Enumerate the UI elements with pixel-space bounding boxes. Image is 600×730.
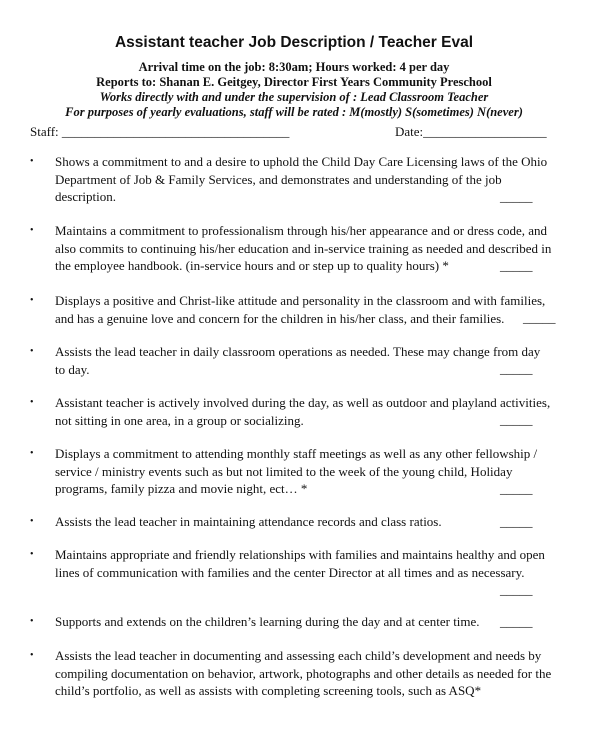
bullet-icon: • — [30, 516, 34, 527]
rating-blank[interactable]: _____ — [500, 582, 533, 597]
arrival-hours-line: Arrival time on the job: 8:30am; Hours worked: 4 per day — [138, 60, 450, 74]
rating-blank[interactable]: _____ — [523, 310, 556, 325]
bullet-icon: • — [30, 397, 34, 408]
date-field[interactable]: Date:___________________ — [395, 124, 547, 139]
bullet-icon: • — [30, 156, 34, 167]
item-text: Displays a positive and Christ-like attitude and personality in the classroom and with families, and has a genuine love and concern for the children in his/her class, and their families. — [55, 293, 546, 326]
item-text: Maintains a commitment to professionalism through his/her appearance and or dress code, and also commits to continuing his/her education and in-service training as needed and described in the employee handbook. (in-service hours and or step up to quality hours) * — [55, 223, 552, 273]
item-text: Assistant teacher is actively involved during the day, as well as outdoor and playland activities, not sitting in one area, in a group or socializing. — [55, 395, 551, 428]
item-text: Displays a commitment to attending monthly staff meetings as well as any other fellowship / service / ministry events such as but not limited to the week of the young child, Holiday programs, family pizza and movie night, ect… * — [55, 446, 538, 496]
item-text: Assists the lead teacher in documenting and assessing each child’s development and needs by compiling documentation on behavior, artwork, photographs and other details as needed for the child’s portfolio, as well as assists with completing screening tools, such as ASQ* — [55, 648, 552, 698]
rating-scale-line: For purposes of yearly evaluations, staff will be rated : M(mostly) S(sometimes) N(never) — [65, 105, 523, 119]
item-text: Supports and extends on the children’s learning during the day and at center time. — [55, 614, 480, 629]
bullet-icon: • — [30, 225, 34, 236]
rating-blank[interactable]: _____ — [500, 258, 533, 273]
bullet-icon: • — [30, 549, 34, 560]
bullet-icon: • — [30, 616, 34, 627]
staff-field[interactable]: Staff: ___________________________________ — [30, 124, 290, 139]
reports-to-line: Reports to: Shanan E. Geitgey, Director First Years Community Preschool — [96, 75, 492, 89]
document-title: Assistant teacher Job Description / Teacher Eval — [114, 34, 474, 51]
bullet-icon: • — [30, 650, 34, 661]
rating-blank[interactable]: _____ — [500, 412, 533, 427]
rating-blank[interactable]: _____ — [500, 481, 533, 496]
bullet-icon: • — [30, 295, 34, 306]
rating-blank[interactable]: _____ — [500, 189, 533, 204]
supervision-line: Works directly with and under the supervision of : Lead Classroom Teacher — [99, 90, 489, 104]
item-text: Shows a commitment to and a desire to uphold the Child Day Care Licensing laws of the Ohio Department of Job & Family Services, and demonstrates and understanding of the job description. — [55, 154, 548, 204]
rating-blank[interactable]: _____ — [500, 514, 533, 529]
bullet-icon: • — [30, 448, 34, 459]
bullet-icon: • — [30, 346, 34, 357]
item-text: Assists the lead teacher in daily classroom operations as needed. These may change from day to day. — [55, 344, 541, 377]
rating-blank[interactable]: _____ — [500, 361, 533, 376]
rating-blank[interactable]: _____ — [500, 614, 533, 629]
item-text: Assists the lead teacher in maintaining attendance records and class ratios. — [55, 514, 442, 529]
item-text: Maintains appropriate and friendly relationships with families and maintains healthy and open lines of communication with families and the center Director at all times and as necessary. — [55, 547, 545, 580]
